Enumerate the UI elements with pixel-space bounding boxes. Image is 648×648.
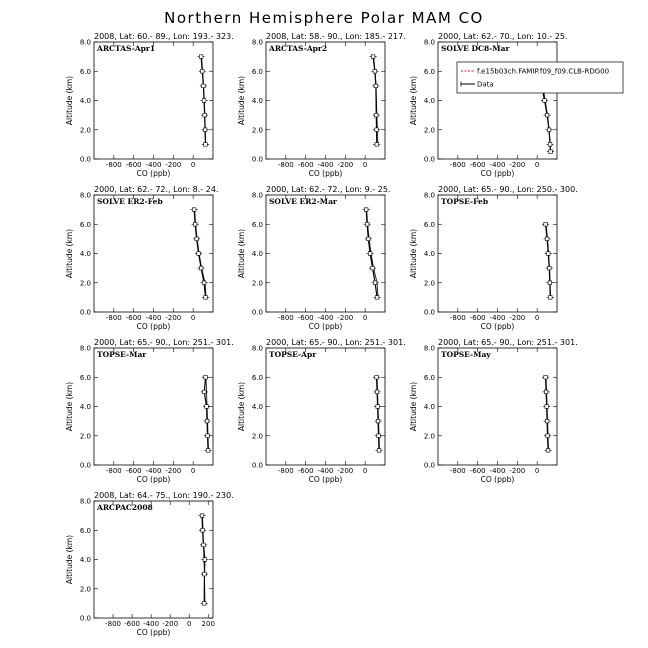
x-tick-label: 0	[362, 161, 368, 169]
data-point-marker	[374, 113, 378, 117]
x-tick-label: -400	[489, 314, 506, 322]
x-tick-label: -800	[105, 161, 122, 169]
x-axis-label: CO (ppb)	[308, 475, 343, 484]
panel-campaign-name: ARCTAS-Apr2	[269, 44, 328, 53]
data-point-marker	[200, 514, 204, 518]
x-tick-label: -600	[469, 467, 486, 475]
panel-header: 2000, Lat: 65.- 90., Lon: 251.- 301.	[438, 338, 578, 347]
x-tick-label: 0	[362, 314, 368, 322]
x-tick-label: -400	[143, 620, 160, 628]
y-tick-label: 2.0	[423, 126, 435, 135]
x-tick-label: -400	[489, 467, 506, 475]
x-tick-label: -400	[317, 314, 334, 322]
legend-entry-label: Data	[477, 80, 494, 89]
data-point-marker	[547, 128, 551, 132]
panel-9	[409, 338, 578, 484]
x-tick-label: -800	[277, 467, 294, 475]
y-tick-label: 2.0	[79, 279, 91, 288]
y-axis-label: Altitude (km)	[65, 534, 74, 585]
data-point-marker	[192, 208, 196, 212]
panel-header: 2000, Lat: 62.- 70., Lon: 10.- 25.	[438, 32, 568, 41]
panel-campaign-name: ARCTAS-Apr1	[97, 44, 156, 53]
data-point-marker	[548, 296, 552, 300]
data-point-marker	[203, 113, 207, 117]
y-tick-label: 0.0	[79, 461, 91, 470]
data-point-marker	[376, 419, 380, 423]
y-tick-label: 4.0	[251, 97, 263, 105]
y-axis-label: Altitude (km)	[409, 381, 418, 432]
y-tick-label: 2.0	[79, 432, 91, 441]
data-point-marker	[375, 390, 379, 394]
plot-frame	[438, 348, 557, 465]
x-tick-label: -600	[124, 620, 141, 628]
panel-header: 2000, Lat: 65.- 90., Lon: 251.- 301.	[266, 338, 406, 347]
data-point-marker	[200, 69, 204, 73]
data-point-marker	[203, 558, 207, 562]
x-tick-label: 0	[362, 467, 368, 475]
data-point-marker	[193, 222, 197, 226]
x-tick-label: -400	[489, 161, 506, 169]
y-tick-label: 6.0	[79, 67, 91, 76]
y-tick-label: 2.0	[251, 126, 263, 135]
x-tick-label: 200	[201, 620, 215, 628]
data-profile-line	[546, 224, 551, 297]
y-tick-label: 4.0	[251, 250, 263, 258]
y-axis-label: Altitude (km)	[237, 381, 246, 432]
x-tick-label: -600	[297, 467, 314, 475]
x-tick-label: -600	[125, 161, 142, 169]
data-point-marker	[204, 296, 208, 300]
y-tick-label: 2.0	[423, 432, 435, 441]
y-tick-label: 6.0	[79, 526, 91, 535]
x-axis-label: CO (ppb)	[136, 628, 171, 637]
data-point-marker	[206, 449, 210, 453]
x-tick-label: -200	[337, 314, 354, 322]
y-tick-label: 0.0	[79, 308, 91, 317]
y-tick-label: 8.0	[79, 497, 91, 506]
plot-frame	[94, 348, 213, 465]
data-profile-line	[542, 86, 551, 152]
panel-campaign-name: SOLVE DC8-Mar	[441, 44, 510, 53]
data-point-marker	[547, 266, 551, 270]
y-tick-label: 6.0	[79, 373, 91, 382]
data-point-marker	[546, 449, 550, 453]
x-tick-label: -800	[277, 161, 294, 169]
data-point-marker	[548, 281, 552, 285]
plot-frame	[266, 42, 385, 159]
x-tick-label: -400	[145, 314, 162, 322]
x-tick-label: -200	[165, 467, 182, 475]
data-point-marker	[546, 434, 550, 438]
data-point-marker	[375, 143, 379, 147]
plot-frame	[438, 42, 557, 159]
data-point-marker	[367, 237, 371, 241]
x-tick-label: -600	[469, 161, 486, 169]
panel-10	[65, 491, 234, 637]
x-axis-label: CO (ppb)	[136, 475, 171, 484]
panel-header: 2000, Lat: 62.- 72., Lon: 8.- 24.	[94, 185, 219, 194]
x-axis-label: CO (ppb)	[136, 169, 171, 178]
x-tick-label: 0	[190, 314, 196, 322]
panel-header: 2000, Lat: 65.- 90., Lon: 250.- 300.	[438, 185, 578, 194]
data-point-marker	[202, 84, 206, 88]
panel-header: 2008, Lat: 64.- 75., Lon: 190.- 230.	[94, 491, 234, 500]
x-tick-label: -600	[125, 314, 142, 322]
x-tick-label: 0	[190, 161, 196, 169]
y-axis-label: Altitude (km)	[409, 75, 418, 126]
x-tick-label: -600	[297, 314, 314, 322]
x-tick-label: 0	[534, 467, 540, 475]
y-tick-label: 0.0	[251, 308, 263, 317]
data-point-marker	[373, 281, 377, 285]
y-tick-label: 8.0	[79, 38, 91, 47]
y-tick-label: 4.0	[79, 250, 91, 258]
x-tick-label: -800	[449, 161, 466, 169]
y-tick-label: 2.0	[251, 279, 263, 288]
x-axis-label: CO (ppb)	[480, 322, 515, 331]
panel-header: 2008, Lat: 58.- 90., Lon: 185.- 217.	[266, 32, 406, 41]
panel-grid	[65, 32, 578, 637]
y-tick-label: 6.0	[423, 220, 435, 229]
y-tick-label: 8.0	[423, 191, 435, 200]
data-point-marker	[202, 99, 206, 103]
x-tick-label: -800	[105, 314, 122, 322]
x-tick-label: -200	[509, 467, 526, 475]
y-tick-label: 6.0	[423, 373, 435, 382]
y-tick-label: 2.0	[79, 126, 91, 135]
data-point-marker	[199, 55, 203, 59]
y-axis-label: Altitude (km)	[237, 228, 246, 279]
y-tick-label: 0.0	[79, 614, 91, 623]
y-tick-label: 8.0	[79, 191, 91, 200]
x-tick-label: -400	[317, 161, 334, 169]
plot-frame	[266, 348, 385, 465]
data-point-marker	[371, 55, 375, 59]
x-tick-label: 0	[534, 314, 540, 322]
data-point-marker	[373, 69, 377, 73]
y-tick-label: 0.0	[423, 155, 435, 164]
data-point-marker	[206, 434, 210, 438]
x-tick-label: -200	[509, 314, 526, 322]
x-tick-label: -600	[125, 467, 142, 475]
panel-header: 2008, Lat: 60.- 89., Lon: 193.- 323.	[94, 32, 234, 41]
y-axis-label: Altitude (km)	[65, 228, 74, 279]
y-tick-label: 6.0	[423, 67, 435, 76]
x-tick-label: -400	[145, 467, 162, 475]
x-axis-label: CO (ppb)	[308, 169, 343, 178]
data-point-marker	[204, 143, 208, 147]
panel-campaign-name: SOLVE ER2-Feb	[97, 197, 163, 206]
panel-8	[237, 338, 406, 484]
x-tick-label: -800	[449, 467, 466, 475]
panel-5	[237, 185, 390, 331]
data-point-marker	[549, 150, 553, 154]
legend-entry-label: f.e15b03ch.FAMIP.f09_f09.CLB-RDG00	[477, 67, 610, 76]
data-point-marker	[375, 375, 379, 379]
x-tick-label: -800	[105, 467, 122, 475]
y-tick-label: 4.0	[423, 403, 435, 411]
data-point-marker	[544, 222, 548, 226]
x-tick-label: 0	[534, 161, 540, 169]
data-point-marker	[544, 390, 548, 394]
data-point-marker	[205, 419, 209, 423]
y-tick-label: 8.0	[251, 344, 263, 353]
data-point-marker	[375, 296, 379, 300]
x-tick-label: -600	[297, 161, 314, 169]
y-tick-label: 8.0	[79, 344, 91, 353]
data-point-marker	[371, 266, 375, 270]
y-tick-label: 8.0	[251, 38, 263, 47]
x-tick-label: -200	[509, 161, 526, 169]
panel-header: 2000, Lat: 62.- 72., Lon: 9.- 25.	[266, 185, 391, 194]
y-tick-label: 6.0	[79, 220, 91, 229]
data-point-marker	[195, 237, 199, 241]
panel-campaign-name: SOLVE ER2-Mar	[269, 197, 337, 206]
y-tick-label: 4.0	[79, 97, 91, 105]
data-point-marker	[546, 252, 550, 256]
panel-3	[409, 32, 568, 178]
panel-2	[237, 32, 406, 178]
data-point-marker	[548, 143, 552, 147]
data-point-marker	[365, 222, 369, 226]
panel-campaign-name: TOPSE-Mar	[97, 350, 147, 359]
y-tick-label: 0.0	[423, 308, 435, 317]
y-tick-label: 2.0	[251, 432, 263, 441]
y-tick-label: 8.0	[423, 38, 435, 47]
x-axis-label: CO (ppb)	[136, 322, 171, 331]
y-tick-label: 0.0	[79, 155, 91, 164]
x-tick-label: -200	[337, 467, 354, 475]
x-tick-label: -400	[317, 467, 334, 475]
data-point-marker	[205, 405, 209, 409]
y-tick-label: 2.0	[79, 585, 91, 594]
y-tick-label: 0.0	[251, 155, 263, 164]
data-point-marker	[544, 375, 548, 379]
panel-4	[65, 185, 218, 331]
data-point-marker	[203, 128, 207, 132]
x-tick-label: 0	[190, 467, 196, 475]
data-point-marker	[376, 405, 380, 409]
data-point-marker	[545, 237, 549, 241]
x-tick-label: -800	[105, 620, 121, 628]
data-point-marker	[545, 419, 549, 423]
y-axis-label: Altitude (km)	[409, 228, 418, 279]
y-tick-label: 4.0	[251, 403, 263, 411]
y-axis-label: Altitude (km)	[65, 75, 74, 126]
panel-campaign-name: TOPSE-Apr	[269, 350, 317, 359]
data-point-marker	[202, 390, 206, 394]
data-point-marker	[199, 266, 203, 270]
x-tick-label: -200	[337, 161, 354, 169]
x-tick-label: -600	[469, 314, 486, 322]
data-point-marker	[364, 208, 368, 212]
x-axis-label: CO (ppb)	[480, 475, 515, 484]
y-tick-label: 6.0	[251, 220, 263, 229]
y-tick-label: 6.0	[251, 67, 263, 76]
data-point-marker	[202, 543, 206, 547]
data-point-marker	[197, 252, 201, 256]
data-point-marker	[204, 375, 208, 379]
y-tick-label: 0.0	[251, 461, 263, 470]
x-tick-label: -800	[277, 314, 294, 322]
data-point-marker	[202, 602, 206, 606]
y-tick-label: 4.0	[79, 556, 91, 564]
data-point-marker	[201, 528, 205, 532]
data-point-marker	[374, 84, 378, 88]
panel-campaign-name: TOPSE-Feb	[441, 197, 489, 206]
data-point-marker	[377, 449, 381, 453]
x-tick-label: 0	[186, 620, 192, 628]
y-tick-label: 4.0	[423, 250, 435, 258]
x-tick-label: -200	[165, 314, 182, 322]
y-tick-label: 8.0	[251, 191, 263, 200]
data-point-marker	[543, 99, 547, 103]
y-tick-label: 2.0	[423, 279, 435, 288]
data-point-marker	[545, 405, 549, 409]
data-point-marker	[202, 281, 206, 285]
x-tick-label: -200	[165, 161, 182, 169]
data-point-marker	[375, 128, 379, 132]
x-axis-label: CO (ppb)	[480, 169, 515, 178]
y-tick-label: 6.0	[251, 373, 263, 382]
data-point-marker	[368, 252, 372, 256]
plot-frame	[438, 195, 557, 312]
panel-header: 2000, Lat: 65.- 90., Lon: 251.- 301.	[94, 338, 234, 347]
data-point-marker	[545, 113, 549, 117]
x-tick-label: -400	[145, 161, 162, 169]
y-tick-label: 4.0	[79, 403, 91, 411]
y-axis-label: Altitude (km)	[65, 381, 74, 432]
panel-7	[65, 338, 234, 484]
panel-1	[65, 32, 234, 178]
panel-campaign-name: ARCPAC2008	[97, 503, 153, 512]
panel-6	[409, 185, 578, 331]
y-tick-label: 8.0	[423, 344, 435, 353]
panel-campaign-name: TOPSE-May	[441, 350, 491, 359]
plot-frame	[94, 42, 213, 159]
legend	[457, 62, 623, 93]
x-tick-label: -200	[162, 620, 179, 628]
y-tick-label: 0.0	[423, 461, 435, 470]
data-point-marker	[377, 434, 381, 438]
x-tick-label: -800	[449, 314, 466, 322]
plot-frame	[94, 501, 213, 618]
x-axis-label: CO (ppb)	[308, 322, 343, 331]
data-point-marker	[203, 572, 207, 576]
y-axis-label: Altitude (km)	[237, 75, 246, 126]
y-tick-label: 4.0	[423, 97, 435, 105]
figure-title: Northern Hemisphere Polar MAM CO	[164, 9, 484, 27]
